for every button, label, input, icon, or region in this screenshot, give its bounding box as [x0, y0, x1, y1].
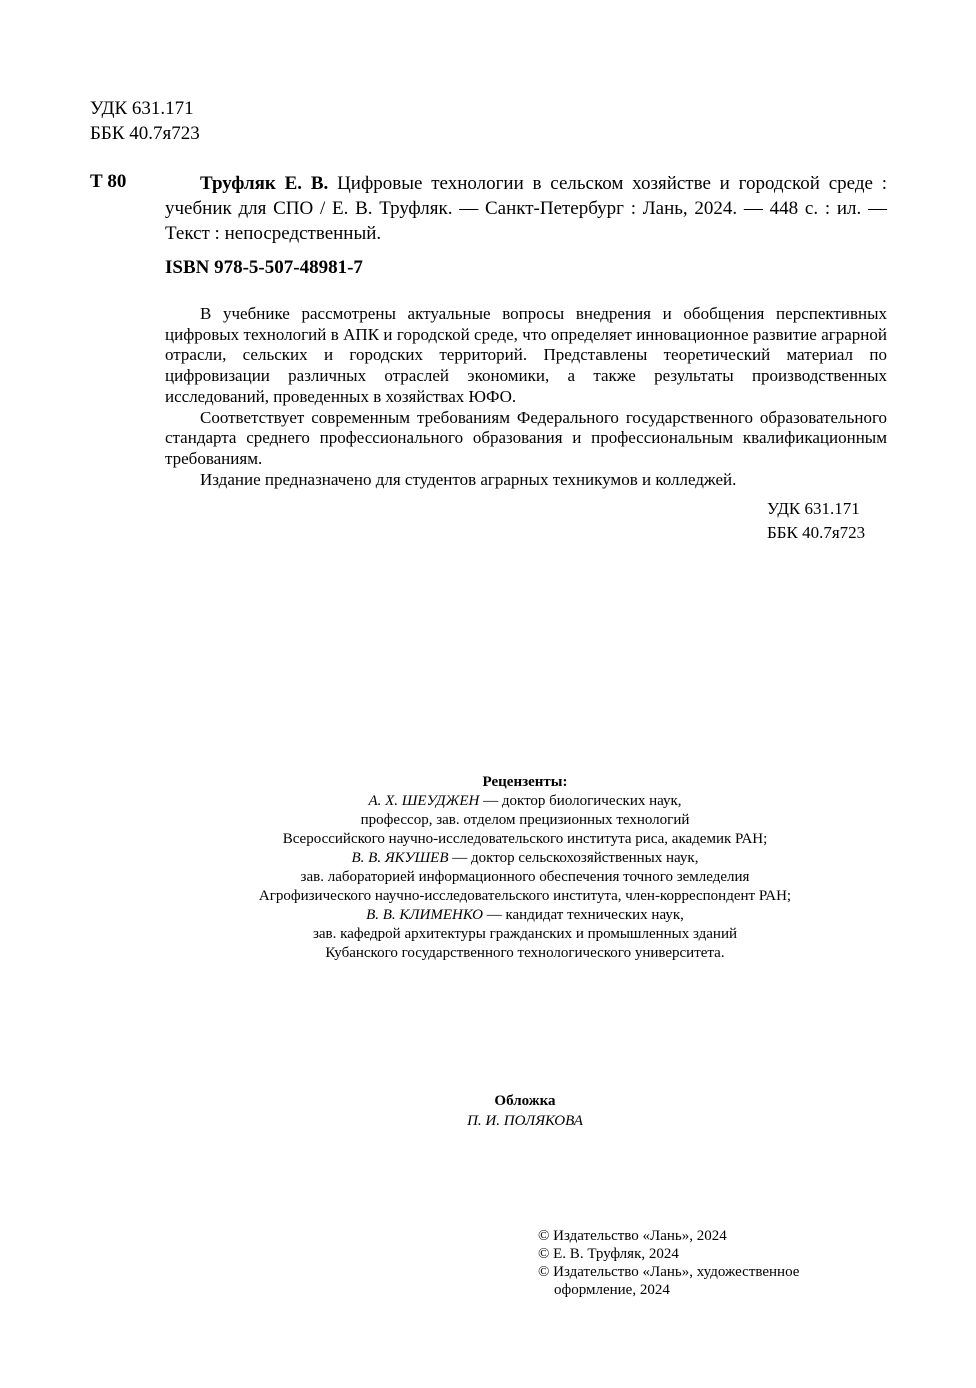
abstract-paragraph-1: В учебнике рассмотрены актуальные вопросы внедрения и обобщения перспективных цифровых технологий в АПК и городской среде, что определяет инновационное развитие аграрной отрасли, сельских и городских территорий. Представлены теоретический материал по цифровизации различных отраслей экономики, а также результаты производственных исследований, проведенных в хозяйствах ЮФО. — [165, 304, 887, 406]
abstract — [165, 304, 887, 490]
reviewer-1-name: А. Х. ШЕУДЖЕН — [368, 793, 480, 809]
reviewer-2-line-3: Агрофизического научно-исследовательского института, член-корреспондент РАН; — [258, 888, 792, 904]
bottom-classification-codes — [767, 497, 865, 545]
reviewer-2-degree: — доктор сельскохозяйственных наук, — [448, 850, 699, 866]
reviewer-2-line-2: зав. лабораторией информационного обеспечения точного земледелия — [300, 869, 750, 885]
copyright-line-3: © Издательство «Лань», художественное — [538, 1264, 800, 1280]
author-mark: Т 80 — [90, 171, 127, 192]
top-classification-codes — [90, 96, 200, 146]
udk-code: УДК 631.171 — [90, 98, 194, 119]
reviewer-2-name: В. В. ЯКУШЕВ — [351, 850, 449, 866]
bibliographic-description — [165, 171, 887, 246]
reviewers-heading: Рецензенты: — [482, 774, 568, 790]
reviewer-3-line-3: Кубанского государственного технологического университета. — [325, 945, 725, 961]
reviewer-3-line-1 — [100, 906, 950, 925]
copyright-block — [538, 1227, 799, 1299]
cover-designer: П. И. ПОЛЯКОВА — [467, 1113, 583, 1129]
copyright-line-1: © Издательство «Лань», 2024 — [538, 1228, 727, 1244]
reviewer-2-line-1 — [100, 849, 950, 868]
reviewer-3-degree: — кандидат технических наук, — [482, 907, 684, 923]
copyright-line-4: оформление, 2024 — [554, 1282, 670, 1298]
reviewer-3-line-2: зав. кафедрой архитектуры гражданских и промышленных зданий — [312, 926, 738, 942]
cover-heading: Обложка — [494, 1093, 556, 1109]
reviewers-block — [100, 773, 950, 963]
udk-code-repeat: УДК 631.171 — [767, 499, 860, 518]
cover-credit — [100, 1091, 950, 1131]
copyright-line-2: © Е. В. Труфляк, 2024 — [538, 1246, 679, 1262]
reviewer-1-line-1 — [100, 792, 950, 811]
book-description: Цифровые технологии в сельском хозяйстве и городской среде : учебник для СПО / Е. В. Труфляк. — Санкт-Петербург : Лань, 2024. — 448 с. : ил. — Текст : непосредственный. — [165, 173, 888, 244]
isbn: ISBN 978-5-507-48981-7 — [165, 257, 363, 278]
reviewer-1-degree: — доктор биологических наук, — [479, 793, 682, 809]
author-name: Труфляк Е. В. — [200, 173, 329, 194]
reviewer-1-line-3: Всероссийского научно-исследовательского института риса, академик РАН; — [282, 831, 768, 847]
abstract-paragraph-2: Соответствует современным требованиям Федерального государственного образовательного стандарта среднего профессионального образования и профессиональным квалификационным требованиям. — [165, 407, 887, 468]
reviewer-1-line-2: профессор, зав. отделом прецизионных технологий — [360, 812, 690, 828]
abstract-paragraph-3: Издание предназначено для студентов аграрных техникумов и колледжей. — [200, 469, 737, 489]
bbk-code-repeat: ББК 40.7я723 — [767, 523, 866, 542]
reviewer-3-name: В. В. КЛИМЕНКО — [366, 907, 483, 923]
bbk-code: ББК 40.7я723 — [90, 123, 200, 144]
